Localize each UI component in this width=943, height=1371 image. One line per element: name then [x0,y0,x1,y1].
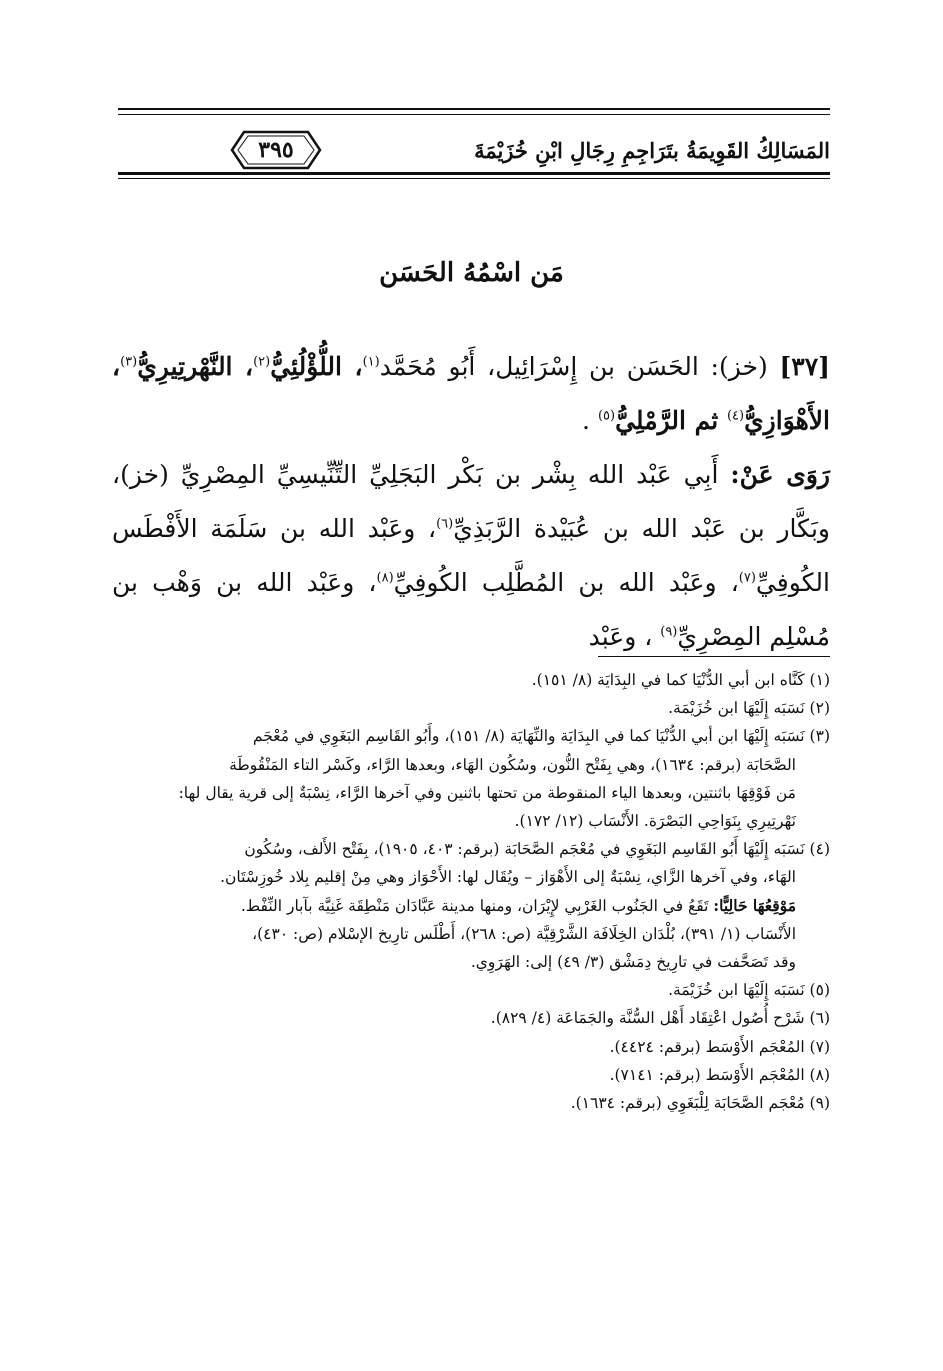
entry-body-part-2: ، وعَبْد الله بن سَلَمَة الأَفْطَس الكُوفِيِّ [112,514,830,597]
entry-body-part-5: ، وعَبْد [588,622,661,651]
entry-heading [112,340,830,448]
header-top-rule-thin [118,114,830,115]
narrated-from-label: رَوَى عَنْ: [730,460,831,489]
header-top-rule [118,108,830,110]
footnote-3-line-2: الصَّحَابَة (برقم: ١٦٣٤)، وهي بِفَتْح النُّون، وسُكُون الهَاء، وبعدها الرَّاء، وكَسْر التاء المَنْقُوطَة [229,755,796,774]
header-bottom-rule [118,172,830,175]
header-bottom-rule-thin [118,178,830,179]
entry-heading-part-3: ، النَّهْرتِيرِيُّ [137,352,254,381]
footnote-4-line-3 [112,892,830,920]
running-header [118,118,830,180]
footnote-3-line-4: نَهْرتِيرِي بِنَوَاحِي البَصْرَة. الأَنْسَاب (١٢/ ١٧٢). [514,812,796,831]
section-title: مَن اسْمُهُ الحَسَن [379,258,564,288]
footnote-4-line-1: (٤) نَسَبَه إِلَيْهَا أَبُو القَاسِم البَغَوِي في مُعْجَم الصَّحَابَة (برقم: ٤٠٣، ١٩٠٥)، بِفَتْح الأَلف، وسُكُون [244,840,830,859]
footnote-ref-6: (٦) [436,516,454,532]
footnote-5: (٥) نَسَبَه إِلَيْهَا ابن خُزَيْمَة. [668,981,830,1000]
footnote-3-line-3: مَن فَوْقِهَا باثنتين، وبعدها الياء المنقوطة من تحتها باثنين وفي آخرها الرَّاء، نِسْبَةٌ إلى قرية يقال لها: [178,783,796,802]
footnotes [112,666,830,1117]
footnote-ref-7: (٧) [738,570,756,586]
footnote-2: (٢) نَسَبَه إِلَيْهَا ابن خُزَيْمَة. [668,699,830,718]
footnote-1: (١) كَنَّاه ابن أبي الدُّنْيَا كما في البِدَايَة (٨/ ١٥١). [531,671,830,689]
footnote-4-line-2: الهَاء، وفي آخرها الزَّاي، نِسْبَةٌ إلى الأَهْوَاز – ويُقَال لها: الأَحْوَاز وهي مِنْ إقليم بِلاد خُوزِسْتَان. [220,868,796,887]
footnote-ref-5: (٥) [597,408,616,424]
entry-body-part-4: ، وعَبْد الله بن وَهْب بن مُسْلِم المِصْرِيِّ [112,568,830,651]
footnote-8: (٨) المُعْجَم الأَوْسَط (برقم: ٧١٤١). [609,1065,830,1084]
entry-number: [٣٧] [779,352,830,381]
footnote-ref-2: (٢) [253,354,271,370]
footnote-ref-9: (٩) [660,624,678,640]
footnote-3-line-1: (٣) نَسَبَه إِلَيْهَا ابن أبي الدُّنْيَا كما في البِدَايَة والنِّهَايَة (٨/ ١٥١)، وأَبُو القَاسِم البَغَوِي في مُعْجَم [252,727,830,746]
footnote-ref-1: (١) [362,354,380,370]
footnote-4-line-5: وقد تَصَحَّفت في تارِيخ دِمَشْق (٣/ ٤٩) إلى: الهَرَوِي. [470,953,796,972]
entry-body-part-3: ، وعَبْد الله بن المُطَّلِب الكُوفِيِّ [393,568,739,597]
page-number: ٣٩٥ [258,137,294,163]
footnote-9: (٩) مُعْجَم الصَّحَابَة لِلْبَغَوِي (برقم: ١٦٣٤). [570,1094,830,1113]
entry-body [112,448,830,664]
main-text [112,340,830,664]
page-number-badge [230,130,322,170]
footnote-4-line-4: الأَنْسَاب (١/ ٣٩١)، بُلْدَان الخِلَافَة الشَّرْقِيَّة (ص: ٢٦٨)، أَطْلَس تارِيخ الإسْلام (ص: ٤٣٠)، [252,924,796,943]
footnote-7: (٧) المُعْجَم الأَوْسَط (برقم: ٤٤٢٤). [609,1037,830,1056]
entry-body-part-1: أَبِي عَبْد الله بِشْر بن بَكْر البَجَلِيِّ التِّنِّيسِيِّ المِصْرِيِّ (خز)، وبَكَّار بن عَبْد الله بن عُبَيْدة الرَّبَذِيِّ [112,460,830,543]
book-title: المَسَالِكُ القَوِيمَةُ بتَرَاجِمِ رِجَالِ ابْنِ خُزَيْمَةَ [474,138,830,163]
footnote-4-line-3-text: تَقَعُ في الجَنُوب الغَرْبِي لإِيْرَان، ومنها مدينة عَبَّادَان مَنْطِقَة غَنِيَّة بآبار النِّفْط. [240,896,714,915]
entry-heading-part-4: ، الأَهْوَازِيُّ [112,352,830,435]
footnote-ref-3: (٣) [120,354,138,370]
entry-heading-part-1: (خز): الحَسَن بن إِسْرَائِيل، أَبُو مُحَمَّد [379,352,768,381]
footnote-ref-8: (٨) [376,570,394,586]
footnote-ref-4: (٤) [726,408,745,424]
current-location-label: مَوْقِعُهَا حَالِيًّا: [713,895,796,915]
entry-heading-part-2: ، اللُّؤْلُئِيُّ [270,352,363,381]
entry-heading-part-6: . [582,406,598,435]
entry-heading-part-5: ثم الرَّمْلِيُّ [615,406,727,435]
footnote-6: (٦) شَرْح أُصُول اعْتِقَاد أَهْل السُّنَّة والجَمَاعَة (٤/ ٨٢٩). [490,1009,830,1028]
footnote-separator [598,656,830,657]
